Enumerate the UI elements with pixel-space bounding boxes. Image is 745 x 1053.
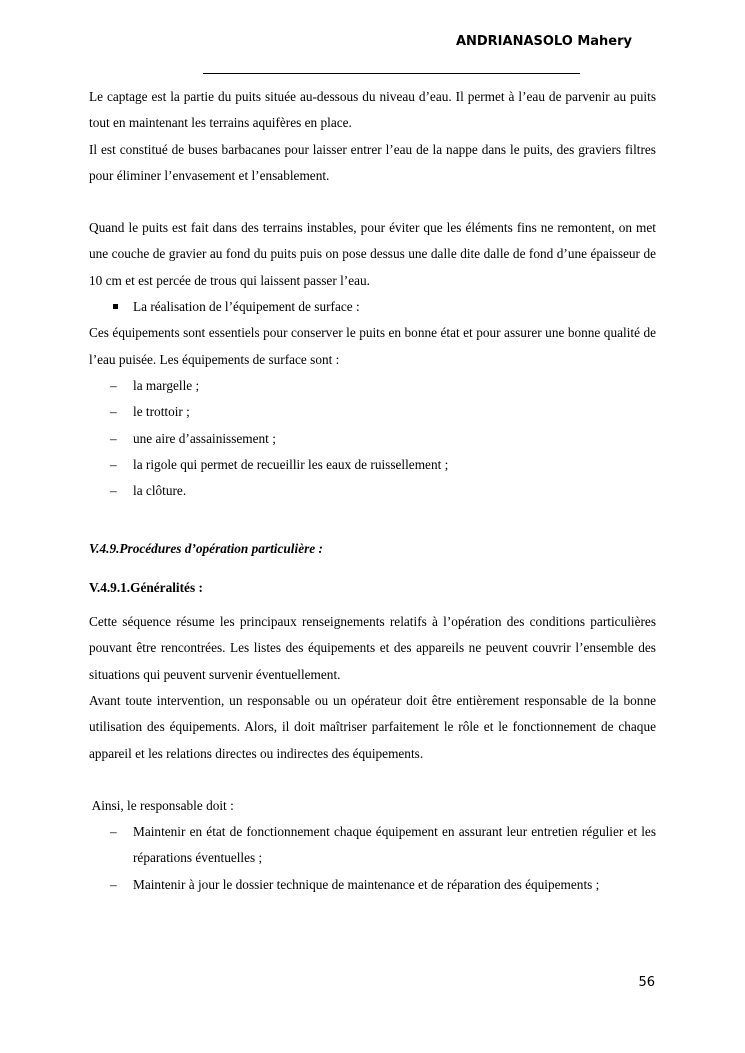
dash-bullet: – [110, 404, 117, 420]
list-item-text: Maintenir à jour le dossier technique de maintenance et de réparation des équipements ; [133, 876, 600, 892]
list-item-text: une aire d’assainissement ; [133, 430, 276, 446]
section-heading: V.4.9.Procédures d’opération particulière : [89, 541, 323, 557]
paragraph-buses: Il est constitué de buses barbacanes pour laisser entrer l’eau de la nappe dans le puits, des graviers filtres pour éliminer l’envasement et l’ensablement. [89, 141, 656, 183]
section-heading-wrap [89, 536, 656, 562]
paragraph-equipements: Ces équipements sont essentiels pour conserver le puits en bonne état et pour assurer une bonne qualité de l’eau puisée. Les équipements de surface sont : [89, 325, 656, 367]
list-item-text: la rigole qui permet de recueillir les eaux de ruissellement ; [133, 456, 449, 472]
paragraph-terrains: Quand le puits est fait dans des terrains instables, pour éviter que les éléments fins ne remontent, on met une couche de gravier au fond du puits puis on pose dessus une dalle dite dalle de fond d’une épaisseur de 10 cm et est percée de trous qui laissent passer l’eau. [89, 220, 656, 288]
header-author: ANDRIANASOLO Mahery [455, 34, 632, 49]
list-item [89, 373, 656, 399]
paragraph-captage: Le captage est la partie du puits située au-dessous du niveau d’eau. Il permet à l’eau de parvenir au puits tout en maintenant les terrains aquifères en place. [89, 89, 656, 131]
document-body [89, 84, 656, 898]
duties-list [89, 819, 656, 898]
list-item [89, 452, 656, 478]
list-item [89, 399, 656, 425]
subsection-heading: V.4.9.1.Généralités : [89, 579, 203, 595]
list-item [89, 872, 656, 898]
page-number: 56 [638, 975, 655, 990]
dash-bullet: – [110, 483, 117, 499]
dash-bullet: – [110, 456, 117, 472]
surface-equipment-list [89, 373, 656, 504]
subsection-heading-wrap [89, 575, 656, 601]
list-item-text: la margelle ; [133, 377, 200, 393]
bullet-item-surface [89, 294, 656, 320]
bullet-text: La réalisation de l’équipement de surface : [133, 299, 360, 315]
paragraph-intervention: Avant toute intervention, un responsable ou un opérateur doit être entièrement responsable de la bonne utilisation des équipements. Alors, il doit maîtriser parfaitement le rôle et le fonctionnement de chaque appareil et les relations directes ou indirectes des équipements. [89, 692, 656, 761]
list-item-text: le trottoir ; [133, 404, 190, 420]
dash-bullet: – [110, 377, 117, 393]
spacer [89, 504, 656, 536]
paragraph-ainsi: Ainsi, le responsable doit : [89, 797, 234, 813]
square-bullet-icon [113, 304, 118, 309]
list-item [89, 819, 656, 872]
header-rule [203, 73, 580, 74]
paragraph-sequence: Cette séquence résume les principaux renseignements relatifs à l’opération des conditions particulières pouvant être rencontrées. Les listes des équipements et des appareils ne peuvent couvrir l’ensemble des situations qui peuvent survenir éventuellement. [89, 614, 656, 682]
dash-bullet: – [110, 876, 117, 892]
dash-bullet: – [110, 824, 117, 840]
spacer [89, 189, 656, 215]
dash-bullet: – [110, 430, 117, 446]
list-item-text: Maintenir en état de fonctionnement chaque équipement en assurant leur entretien régulier et les réparations éventuelles ; [133, 824, 656, 866]
list-item-text: la clôture. [133, 483, 187, 499]
list-item [89, 478, 656, 504]
list-item [89, 426, 656, 452]
spacer [89, 767, 656, 793]
